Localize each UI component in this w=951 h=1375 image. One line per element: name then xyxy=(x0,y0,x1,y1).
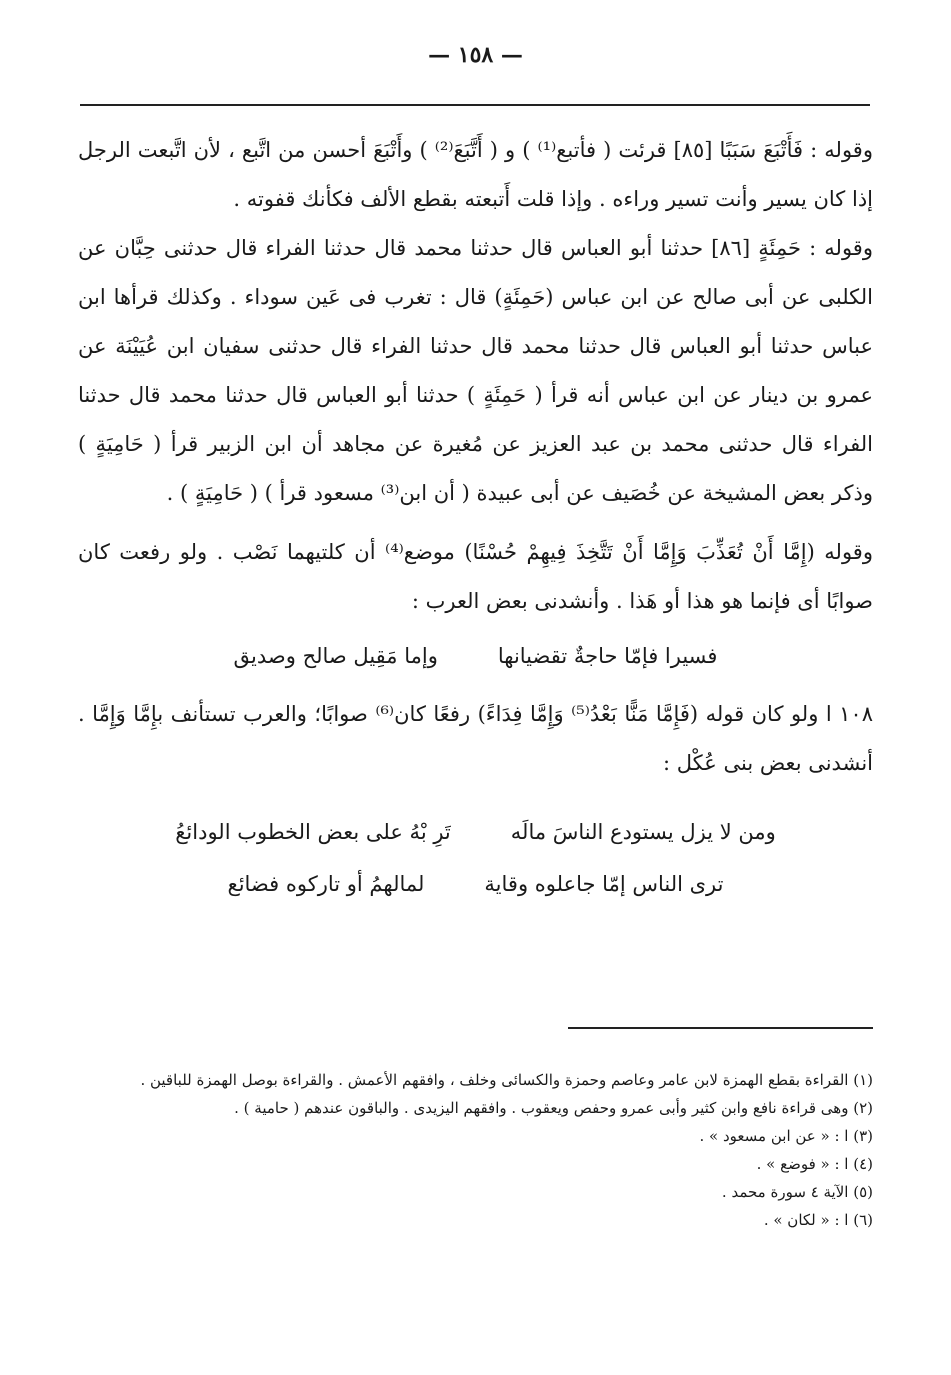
verse-right-hemistich: ترى الناس إمّا جاعلوه وقاية xyxy=(484,872,724,896)
paragraph-fa-imma: ١٠٨ ا ولو كان قوله (فَإِمَّا مَنًّا بَعْدُ⁽⁵⁾ وَإِمَّا فِدَاءً) رفعًا كان⁽⁶⁾ صوابًا؛ والعرب تستأنف بإِمَّا وَإِمَّا . أنشدنى بعض بنى عُكْل : xyxy=(78,702,873,775)
verse-line xyxy=(78,630,873,682)
verse-line xyxy=(78,858,873,910)
footnote: (٦) ا : « لكان » . xyxy=(763,1211,873,1229)
verse-left-hemistich: لمالهمُ أو تاركوه فضائع xyxy=(227,872,425,896)
verse-block xyxy=(78,806,873,910)
paragraph-hamia: وقوله : حَمِئَةٍ [٨٦] حدثنا أبو العباس قال حدثنا محمد قال حدثنا الفراء قال حدثنى حِبَّان عن الكلبى عن أبى صالح عن ابن عباس (حَمِئَةٍ) قال : تغرب فى عَين سوداء . وكذلك قرأها ابن عباس حدثنا أبو العباس قال حدثنا محمد قال حدثنا الفراء قال حدثنى سفيان ابن عُيَيْنَة عن عمرو بن دينار عن ابن عباس أنه قرأ ( حَمِئَةٍ ) حدثنا أبو العباس قال حدثنا محمد قال حدثنا الفراء قال حدثنى محمد بن عبد العزيز عن مُغيرة عن مجاهد أن ابن الزبير قرأ ( حَامِيَةٍ ) وذكر بعض المشيخة عن خُصَيف عن أبى عبيدة ( أن ابن⁽³⁾ مسعود قرأ ) ( حَامِيَةٍ ) . xyxy=(78,236,873,505)
verse-left-hemistich: وإما مَقِيل صالح وصديق xyxy=(233,644,438,668)
footnote: (٥) الآية ٤ سورة محمد . xyxy=(721,1183,873,1201)
footnote-rule xyxy=(568,1027,873,1029)
main-text xyxy=(78,126,873,910)
verse-line xyxy=(78,806,873,858)
footnote: (٤) ا : « فوضع » . xyxy=(756,1155,873,1173)
verse-left-hemistich: تَرِ بْهُ على بعض الخطوب الودائعُ xyxy=(175,820,451,844)
footnote: (٢) وهى قراءة نافع وابن كثير وأبى عمرو وحفص ويعقوب . وافقهم اليزيدى . والباقون عندهم ( حامية ) . xyxy=(234,1099,873,1117)
page-number: — ١٥٨ — xyxy=(428,42,523,68)
footnote: (٣) ا : « عن ابن مسعود » . xyxy=(699,1127,873,1145)
paragraph-imma: وقوله (إِمَّا أَنْ تُعَذِّبَ وَإِمَّا أَنْ تَتَّخِذَ فِيهِمْ حُسْنًا) موضع⁽⁴⁾ أن كلتيهما نَصْب . ولو رفعت كان صوابًا أى فإنما هو هذا أو هَذا . وأنشدنى بعض العرب : xyxy=(78,540,873,613)
verse-right-hemistich: فسيرا فإمّا حاجةٌ تقضيانها xyxy=(497,644,718,668)
paragraph-atbaa: وقوله : فَأَتْبَعَ سَبَبًا [٨٥] قرئت ( فأتبع⁽¹⁾ ) و ( أَتَّبَعَ⁽²⁾ ) وأَتْبَعَ أحسن من اتَّبع ، لأن اتَّبعت الرجل إذا كان يسير وأنت تسير وراءه . وإذا قلت أَتبعته بقطع الألف فكأنك قفوته . xyxy=(78,138,873,211)
footnote: (١) القراءة بقطع الهمزة لابن عامر وعاصم وحمزة والكسائى وخلف ، وافقهم الأعمش . والقراءة بوصل الهمزة للباقين . xyxy=(140,1071,873,1089)
header-rule xyxy=(80,104,870,106)
footnotes xyxy=(78,1066,873,1234)
verse-right-hemistich: ومن لا يزل يستودع الناسَ مالَه xyxy=(510,820,776,844)
